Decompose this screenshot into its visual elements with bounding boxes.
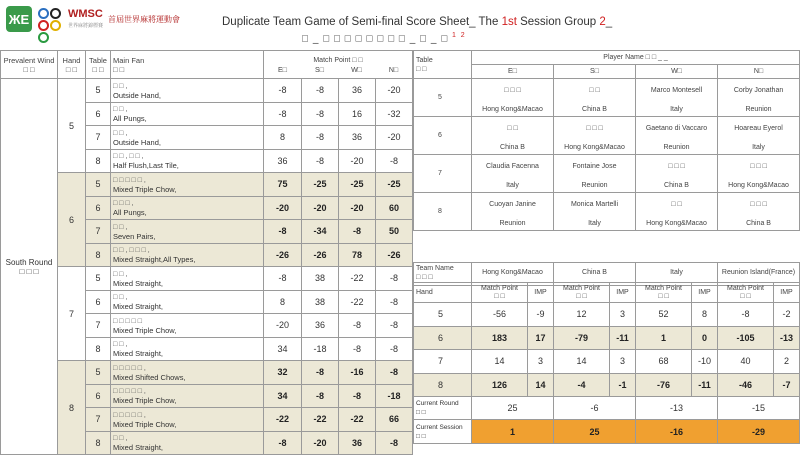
- match-point-s: -8: [302, 384, 339, 408]
- match-point-n: -8: [376, 149, 413, 173]
- imp-header-2: IMP: [610, 283, 636, 303]
- main-fan-cell: □ □ , □ □ , Half Flush,Last Tile,: [111, 149, 264, 173]
- player-team: Italy: [636, 103, 718, 117]
- team-imp: -10: [692, 350, 718, 374]
- current-session-value: 1: [472, 420, 554, 444]
- match-point-e: -8: [264, 102, 302, 126]
- match-point-w: -20: [339, 196, 376, 220]
- seat-w-header: W□: [636, 65, 718, 79]
- match-point-w: -8: [339, 337, 376, 361]
- table-row: [1, 361, 413, 385]
- player-team-row: [414, 179, 800, 193]
- match-point-n: -8: [376, 361, 413, 385]
- table-cell: 8: [86, 149, 111, 173]
- player-team: Reunion: [718, 103, 800, 117]
- player-name: Corby Jonathan: [718, 79, 800, 103]
- match-point-w: 36: [339, 431, 376, 455]
- player-row: [414, 117, 800, 141]
- match-point-s: -20: [302, 431, 339, 455]
- match-point-n: 50: [376, 220, 413, 244]
- player-name: □ □ □: [554, 117, 636, 141]
- mp-header-4: Match Point □ □: [718, 283, 774, 303]
- team-match-point: -79: [554, 326, 610, 350]
- match-point-e: -8: [264, 220, 302, 244]
- player-name: □ □: [554, 79, 636, 103]
- team-name-header: Team Name □ □ □: [414, 263, 472, 283]
- table-cell: 5: [86, 361, 111, 385]
- team-match-point: 14: [554, 350, 610, 374]
- player-name: Fontaine Jose: [554, 155, 636, 179]
- team-imp: 17: [528, 326, 554, 350]
- table-row: [1, 173, 413, 197]
- match-point-n: -18: [376, 384, 413, 408]
- match-point-e: 8: [264, 126, 302, 150]
- team-imp: -11: [610, 326, 636, 350]
- team-match-point: -105: [718, 326, 774, 350]
- main-fan-cell: □ □ , Outside Hand,: [111, 79, 264, 103]
- table-cell: 6: [86, 196, 111, 220]
- player-team: China B: [636, 179, 718, 193]
- player-team: Hong Kong&Macao: [554, 141, 636, 155]
- player-name: Claudia Facenna: [472, 155, 554, 179]
- table-cell: 5: [86, 173, 111, 197]
- player-name-header: Player Name □ □ _ _: [472, 51, 800, 65]
- current-round-label: Current Round □ □: [414, 397, 472, 420]
- player-team: China B: [718, 217, 800, 231]
- team-hand-cell: 8: [414, 373, 472, 397]
- table-cell: 6: [86, 290, 111, 314]
- player-team-row: [414, 141, 800, 155]
- main-fan-cell: □ □ , Mixed Straight,: [111, 290, 264, 314]
- main-fan-cell: □ □ , Mixed Straight,: [111, 431, 264, 455]
- table-cell: 7: [86, 126, 111, 150]
- team-imp: -7: [774, 373, 800, 397]
- table-row: [1, 267, 413, 291]
- hand-cell: 7: [58, 267, 86, 361]
- match-point-e: -26: [264, 243, 302, 267]
- player-row: [414, 79, 800, 103]
- player-team: Italy: [472, 179, 554, 193]
- team-imp: 14: [528, 373, 554, 397]
- match-point-w: -22: [339, 267, 376, 291]
- imp-header-3: IMP: [692, 283, 718, 303]
- player-team: Reunion: [472, 217, 554, 231]
- team-hand-row: [414, 326, 800, 350]
- match-point-e: -22: [264, 408, 302, 432]
- main-fan-cell: □ □ , Mixed Straight,: [111, 337, 264, 361]
- table-cell: 5: [86, 267, 111, 291]
- current-round-value: 25: [472, 397, 554, 420]
- player-table-cell: 5: [414, 79, 472, 117]
- table-cell: 8: [86, 431, 111, 455]
- match-point-n: -8: [376, 314, 413, 338]
- org-logo: WMSC 世界麻將錦標賽: [68, 8, 104, 29]
- match-point-e: -8: [264, 267, 302, 291]
- player-team-row: [414, 103, 800, 117]
- mp-header-3: Match Point □ □: [636, 283, 692, 303]
- team-name-1: Hong Kong&Macao: [472, 263, 554, 283]
- hand-header: Hand □ □: [58, 51, 86, 79]
- team-imp: -11: [692, 373, 718, 397]
- match-point-w: 78: [339, 243, 376, 267]
- match-point-s: 36: [302, 314, 339, 338]
- match-point-e: -20: [264, 314, 302, 338]
- team-match-point: -56: [472, 303, 528, 327]
- team-match-point: -4: [554, 373, 610, 397]
- match-point-e: 75: [264, 173, 302, 197]
- team-match-point: -76: [636, 373, 692, 397]
- imp-header-1: IMP: [528, 283, 554, 303]
- player-team-row: [414, 217, 800, 231]
- player-team: Reunion: [636, 141, 718, 155]
- main-fan-cell: □ □ □ , All Pungs,: [111, 196, 264, 220]
- match-point-w: -8: [339, 314, 376, 338]
- team-name-4: Reunion Island(France): [718, 263, 800, 283]
- player-row: [414, 155, 800, 179]
- match-point-s: -20: [302, 196, 339, 220]
- wmsc-logo: ЖЕ: [6, 6, 32, 32]
- team-match-point: -46: [718, 373, 774, 397]
- player-table-header: Table □ □: [414, 51, 472, 79]
- player-name: □ □ □: [636, 155, 718, 179]
- table-row: [1, 79, 413, 103]
- main-fan-header: Main Fan □ □: [111, 51, 264, 79]
- match-point-s: 38: [302, 267, 339, 291]
- player-team: Italy: [554, 217, 636, 231]
- team-imp: 3: [610, 303, 636, 327]
- table-cell: 6: [86, 384, 111, 408]
- mp-header-2: Match Point □ □: [554, 283, 610, 303]
- match-point-w: 16: [339, 102, 376, 126]
- player-name: Hoareau Eyerol: [718, 117, 800, 141]
- team-imp: -13: [774, 326, 800, 350]
- prevalent-wind-cell: South Round □ □ □: [1, 79, 58, 455]
- team-match-point: 52: [636, 303, 692, 327]
- match-point-n: -8: [376, 290, 413, 314]
- imp-header-4: IMP: [774, 283, 800, 303]
- main-fan-cell: □ □ , □ □ □ , Mixed Straight,All Types,: [111, 243, 264, 267]
- team-match-point: 14: [472, 350, 528, 374]
- player-team: China B: [554, 103, 636, 117]
- match-point-s: -8: [302, 126, 339, 150]
- player-name: □ □: [636, 193, 718, 217]
- team-hand-cell: 7: [414, 350, 472, 374]
- team-match-point: 68: [636, 350, 692, 374]
- match-point-e: -8: [264, 431, 302, 455]
- page-subtitle: □ _ □ □ □ □ □ □ □ □ _ □ _ □ $^1$ $^2$: [302, 32, 466, 45]
- current-session-value: 25: [554, 420, 636, 444]
- rings-logo-icon: [38, 8, 64, 30]
- match-point-n: 60: [376, 196, 413, 220]
- main-fan-cell: □ □ □ □ □ , Mixed Triple Chow,: [111, 384, 264, 408]
- player-table-cell: 7: [414, 155, 472, 193]
- player-team: Hong Kong&Macao: [636, 217, 718, 231]
- main-fan-cell: □ □ , Seven Pairs,: [111, 220, 264, 244]
- player-team: Hong Kong&Macao: [472, 103, 554, 117]
- current-round-value: -6: [554, 397, 636, 420]
- player-name-table: [413, 50, 800, 286]
- match-point-w: -22: [339, 290, 376, 314]
- match-point-s: -26: [302, 243, 339, 267]
- seat-n-header: N□: [718, 65, 800, 79]
- prevalent-wind-header: Prevalent Wind □ □: [1, 51, 58, 79]
- match-point-s: -8: [302, 361, 339, 385]
- team-hand-row: [414, 303, 800, 327]
- match-point-w: -22: [339, 408, 376, 432]
- match-point-n: -32: [376, 102, 413, 126]
- team-match-point: 126: [472, 373, 528, 397]
- match-point-s: 38: [302, 290, 339, 314]
- team-imp: -9: [528, 303, 554, 327]
- match-point-w: 36: [339, 126, 376, 150]
- team-match-point: 12: [554, 303, 610, 327]
- player-team: Hong Kong&Macao: [718, 179, 800, 193]
- main-fan-cell: □ □ □ □ □ Mixed Triple Chow,: [111, 314, 264, 338]
- main-fan-cell: □ □ □ □ □ , Mixed Triple Chow,: [111, 173, 264, 197]
- team-hand-cell: 5: [414, 303, 472, 327]
- team-match-point: 183: [472, 326, 528, 350]
- match-point-n: -20: [376, 126, 413, 150]
- table-cell: 8: [86, 337, 111, 361]
- player-row: [414, 193, 800, 217]
- table-cell: 7: [86, 220, 111, 244]
- team-match-point: 1: [636, 326, 692, 350]
- team-hand-cell: 6: [414, 326, 472, 350]
- current-session-value: -16: [636, 420, 718, 444]
- team-match-point: -8: [718, 303, 774, 327]
- hand-cell: 8: [58, 361, 86, 455]
- page-title: Duplicate Team Game of Semi-final Score Sheet_ The 1st Session Group 2_: [222, 16, 613, 28]
- team-imp: 3: [610, 350, 636, 374]
- player-team: Italy: [718, 141, 800, 155]
- event-name: 首屆世界麻將運動會: [108, 15, 180, 24]
- match-point-n: -20: [376, 79, 413, 103]
- team-imp: 3: [528, 350, 554, 374]
- hand-cell: 6: [58, 173, 86, 267]
- match-point-e: -20: [264, 196, 302, 220]
- player-name: Gaetano di Vaccaro: [636, 117, 718, 141]
- match-point-w: -8: [339, 384, 376, 408]
- hand-cell: 5: [58, 79, 86, 173]
- mp-header-1: Match Point □ □: [472, 283, 528, 303]
- main-fan-cell: □ □ , All Pungs,: [111, 102, 264, 126]
- match-point-s: -8: [302, 149, 339, 173]
- match-point-s: -8: [302, 102, 339, 126]
- table-cell: 5: [86, 79, 111, 103]
- match-point-e: 36: [264, 149, 302, 173]
- team-imp: 2: [774, 350, 800, 374]
- main-fan-cell: □ □ □ □ □ , Mixed Triple Chow,: [111, 408, 264, 432]
- team-match-point: 40: [718, 350, 774, 374]
- hand-score-table: [0, 50, 413, 455]
- player-name: Cuoyan Janine: [472, 193, 554, 217]
- player-name: □ □ □: [718, 193, 800, 217]
- match-point-s: -22: [302, 408, 339, 432]
- match-point-e: 32: [264, 361, 302, 385]
- current-round-value: -15: [718, 397, 800, 420]
- match-point-n: -26: [376, 243, 413, 267]
- team-hand-row: [414, 373, 800, 397]
- match-point-s: -25: [302, 173, 339, 197]
- match-point-e: 34: [264, 337, 302, 361]
- match-point-n: 66: [376, 408, 413, 432]
- match-point-w: -8: [339, 220, 376, 244]
- seat-s-header: S□: [554, 65, 636, 79]
- match-point-s: -34: [302, 220, 339, 244]
- main-fan-cell: □ □ , Outside Hand,: [111, 126, 264, 150]
- match-point-w: 36: [339, 79, 376, 103]
- current-session-label: Current Session □ □: [414, 420, 472, 444]
- table-cell: 6: [86, 102, 111, 126]
- match-point-header: Match Point □ □ E□ S□ W□ N□: [264, 51, 413, 79]
- main-fan-cell: □ □ □ □ □ , Mixed Shifted Chows,: [111, 361, 264, 385]
- match-point-w: -20: [339, 149, 376, 173]
- team-imp: 8: [692, 303, 718, 327]
- match-point-s: -8: [302, 79, 339, 103]
- main-fan-cell: □ □ , Mixed Straight,: [111, 267, 264, 291]
- match-point-n: -25: [376, 173, 413, 197]
- player-team: Reunion: [554, 179, 636, 193]
- player-name: □ □ □: [718, 155, 800, 179]
- match-point-e: 8: [264, 290, 302, 314]
- team-name-3: Italy: [636, 263, 718, 283]
- player-table-cell: 8: [414, 193, 472, 231]
- player-name: □ □: [472, 117, 554, 141]
- team-imp: -1: [610, 373, 636, 397]
- match-point-n: -8: [376, 267, 413, 291]
- player-name: Marco Montesell: [636, 79, 718, 103]
- current-round-value: -13: [636, 397, 718, 420]
- team-name-2: China B: [554, 263, 636, 283]
- match-point-n: -8: [376, 337, 413, 361]
- match-point-s: -18: [302, 337, 339, 361]
- match-point-n: -8: [376, 431, 413, 455]
- player-name: □ □ □: [472, 79, 554, 103]
- player-team: China B: [472, 141, 554, 155]
- table-cell: 7: [86, 314, 111, 338]
- match-point-w: -16: [339, 361, 376, 385]
- match-point-w: -25: [339, 173, 376, 197]
- table-header: Table □ □: [86, 51, 111, 79]
- team-imp: 0: [692, 326, 718, 350]
- player-name: Monica Martelli: [554, 193, 636, 217]
- team-hand-row: [414, 350, 800, 374]
- player-table-cell: 6: [414, 117, 472, 155]
- table-cell: 7: [86, 408, 111, 432]
- match-point-e: -8: [264, 79, 302, 103]
- team-hand-header: Hand: [414, 283, 472, 303]
- seat-e-header: E□: [472, 65, 554, 79]
- current-session-value: -29: [718, 420, 800, 444]
- team-score-table: [413, 262, 800, 444]
- match-point-e: 34: [264, 384, 302, 408]
- table-cell: 8: [86, 243, 111, 267]
- team-imp: -2: [774, 303, 800, 327]
